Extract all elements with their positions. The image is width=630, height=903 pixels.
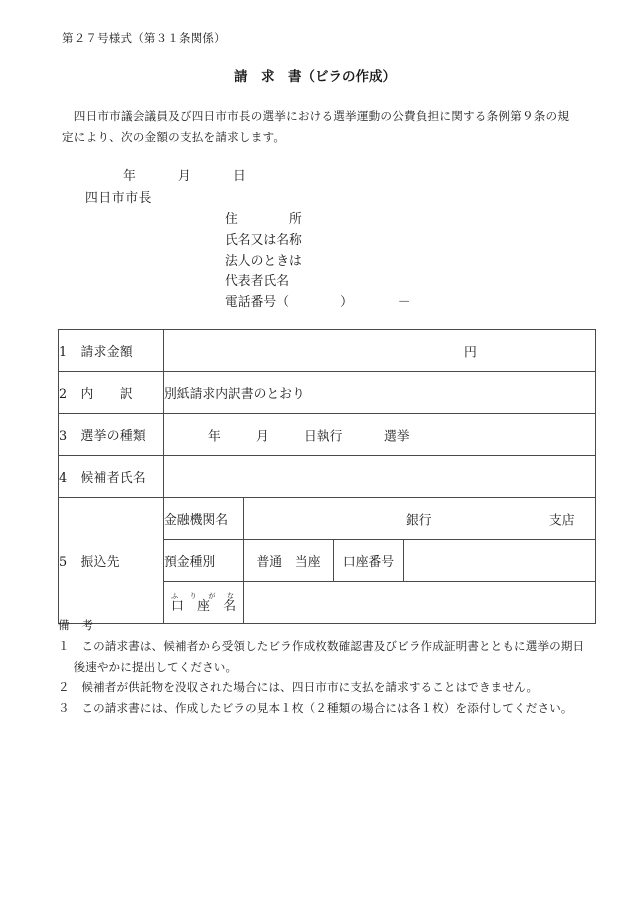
applicant-corp-label: 法人のときは	[225, 253, 302, 269]
remark-1-line-1: １ この請求書は、候補者から受領したビラ作成枚数確認書及びビラ作成証明書とともに選挙の期日	[58, 638, 585, 653]
candidate-name-label: 4 候補者氏名	[59, 456, 164, 498]
breakdown-value: 別紙請求内訳書のとおり	[164, 372, 596, 414]
form-number: 第２７号様式（第３１条関係）	[62, 31, 226, 45]
date-line	[0, 168, 630, 188]
bank-suffix-label: 銀行	[406, 513, 432, 528]
applicant-phone-label: 電話番号（ ） －	[225, 295, 411, 311]
addressee-mayor: 四日市市長	[85, 191, 152, 206]
applicant-name-label: 氏名又は名称	[225, 232, 302, 248]
remark-1-line-2: 後速やかに提出してください。	[58, 659, 238, 674]
date-month-label: 月	[178, 169, 191, 184]
account-number-label: 口座番号	[334, 540, 404, 582]
election-day-exec-label: 日執行	[304, 429, 343, 444]
election-type-field	[164, 414, 596, 456]
date-year-label: 年	[123, 169, 136, 184]
branch-suffix-label: 支店	[549, 513, 575, 528]
election-suffix-label: 選挙	[384, 429, 410, 444]
claim-amount-field	[164, 330, 596, 372]
account-name-label: 口座名	[171, 598, 236, 614]
bank-name-label: 金融機関名	[164, 498, 244, 540]
intro-line-2: 定により、次の金額の支払を請求します。	[62, 129, 286, 144]
election-month-label: 月	[256, 429, 269, 444]
bank-name-field	[244, 498, 596, 540]
intro-paragraph	[62, 106, 582, 148]
date-day-label: 日	[233, 169, 246, 184]
deposit-type-options: 普通 当座	[244, 540, 334, 582]
account-name-furigana: ふりがな	[171, 591, 236, 600]
remark-2: ２ 候補者が供託物を没収された場合には、四日市市に支払を請求することはできません。	[58, 680, 539, 695]
candidate-name-field	[164, 456, 596, 498]
deposit-type-label: 預金種別	[164, 540, 244, 582]
remarks-heading: 備 考	[58, 618, 94, 632]
document-title: 請 求 書（ビラの作成）	[234, 69, 396, 85]
claim-amount-label: 1 請求金額	[59, 330, 164, 372]
row-breakdown	[59, 372, 596, 414]
remarks-section	[58, 615, 588, 719]
row-transfer-bank	[59, 498, 596, 540]
row-candidate-name	[59, 456, 596, 498]
remark-3: ３ この請求書には、作成したビラの見本１枚（２種類の場合には各１枚）を添付してください。	[58, 701, 573, 716]
applicant-block	[225, 210, 411, 314]
yen-unit-label: 円	[464, 345, 477, 360]
row-election-type	[59, 414, 596, 456]
election-year-label: 年	[208, 429, 221, 444]
account-number-field	[404, 540, 596, 582]
breakdown-label: 2 内 訳	[59, 372, 164, 414]
claim-table	[58, 329, 596, 624]
intro-line-1: 四日市市議会議員及び四日市市長の選挙における選挙運動の公費負担に関する条例第９条の規	[62, 109, 570, 123]
applicant-representative-label: 代表者氏名	[225, 274, 289, 290]
election-type-label: 3 選挙の種類	[59, 414, 164, 456]
transfer-label: 5 振込先	[59, 498, 164, 624]
applicant-address-label: 住 所	[225, 212, 302, 227]
row-claim-amount	[59, 330, 596, 372]
